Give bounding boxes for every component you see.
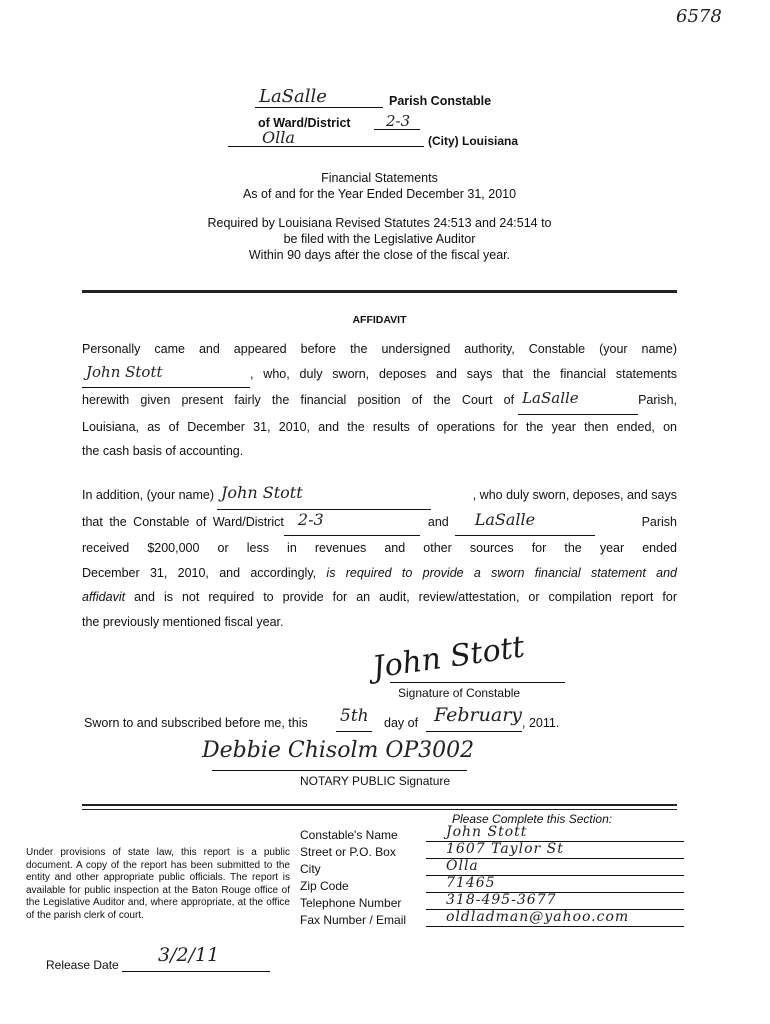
p2-line-4-italic: is required to provide a sworn financial statement and bbox=[326, 565, 677, 580]
city-hw: Olla bbox=[262, 128, 295, 147]
p1-line-4: Louisiana, as of December 31, 2010, and the results of operations for the year then ended, on bbox=[82, 419, 677, 434]
public-notice: Under provisions of state law, this report is a public document. A copy of the report has been submitted to the entity and other appropriate public officials. The report is available for public inspection at the Baton Rouge office of the Legislative Auditor and, where appropriate, at the office of the parish clerk of court. bbox=[26, 847, 290, 921]
p2-line-5-text: and is not required to provide for an audit, review/attestation, or compilation report for bbox=[134, 590, 677, 604]
p1-parish-label: Parish, bbox=[638, 393, 677, 407]
p2-line-5-italic: affidavit bbox=[82, 590, 126, 604]
contact-field-label: City bbox=[300, 862, 321, 876]
affidavit-heading: AFFIDAVIT bbox=[352, 314, 407, 326]
contact-field-label: Zip Code bbox=[300, 879, 349, 893]
header-parish bbox=[255, 86, 535, 110]
p2-line-6: the previously mentioned fiscal year. bbox=[82, 614, 284, 629]
release-date-label: Release Date bbox=[46, 958, 119, 972]
release-date-hw: 3/2/11 bbox=[158, 944, 220, 966]
p2-line-2 bbox=[82, 510, 677, 537]
contact-field-value-hw: Olla bbox=[446, 858, 479, 874]
p2-line-4-text: December 31, 2010, and accordingly, bbox=[82, 565, 317, 580]
constable-signature-label: Signature of Constable bbox=[398, 686, 521, 700]
p1-line-2-text: , who, duly sworn, deposes and says that the financial statements bbox=[250, 366, 677, 381]
notary-signature-line bbox=[212, 770, 467, 771]
release-date bbox=[46, 944, 276, 974]
p2-line-1-text: In addition, (your name) bbox=[82, 488, 215, 502]
p2-and: and bbox=[427, 514, 449, 529]
sworn-year: , 2011. bbox=[522, 716, 560, 730]
title-line-1: Financial Statements bbox=[321, 171, 438, 185]
p1-name-hw: John Stott bbox=[86, 362, 163, 381]
sworn-month-hw: February bbox=[434, 704, 523, 726]
p2-name-hw: John Stott bbox=[221, 483, 303, 502]
header-city bbox=[228, 130, 538, 150]
contact-field-value-hw: 1607 Taylor St bbox=[446, 841, 564, 857]
title-line-5: Within 90 days after the close of the fiscal year. bbox=[248, 248, 511, 262]
title-line-3: Required by Louisiana Revised Statutes 24:513 and 24:514 to bbox=[207, 216, 552, 230]
constable-signature-line bbox=[390, 682, 565, 683]
affidavit-paragraph-1 bbox=[82, 337, 677, 464]
p2-line-1 bbox=[82, 483, 677, 510]
p2-line-3: received $200,000 or less in revenues and other sources for the year ended bbox=[82, 541, 677, 555]
p1-parish-hw: LaSalle bbox=[522, 389, 579, 407]
complete-section-label: Please Complete this Section: bbox=[452, 812, 613, 826]
contact-field-value-hw: oldladman@yahoo.com bbox=[446, 909, 630, 925]
p1-line-5: the cash basis of accounting. bbox=[82, 444, 244, 458]
p2-parish-label: Parish bbox=[641, 514, 677, 529]
contact-field-label: Telephone Number bbox=[300, 896, 402, 910]
contact-row bbox=[300, 841, 690, 861]
contact-field-value-hw: John Stott bbox=[446, 824, 528, 840]
title-line-2: As of and for the Year Ended December 31, 2010 bbox=[242, 187, 517, 201]
sworn-text: Sworn to and subscribed before me, this bbox=[84, 716, 308, 730]
sworn-line bbox=[82, 704, 682, 734]
contact-field-label: Constable's Name bbox=[300, 828, 398, 842]
p2-line-5 bbox=[82, 585, 677, 610]
top-divider bbox=[82, 290, 677, 293]
contact-field-line bbox=[426, 926, 684, 927]
bottom-divider-thin bbox=[82, 809, 677, 810]
city-label: (City) Louisiana bbox=[428, 134, 519, 148]
parish-name-hw: LaSalle bbox=[259, 86, 327, 107]
p2-ward-hw: 2-3 bbox=[297, 509, 324, 529]
constable-signature-hw: John Stott bbox=[370, 629, 527, 686]
notary-signature-hw: Debbie Chisolm OP3002 bbox=[202, 738, 475, 763]
parish-constable-label: Parish Constable bbox=[389, 94, 492, 108]
bottom-divider bbox=[82, 804, 677, 806]
p1-line-3-text: herewith given present fairly the financial position of the Court of bbox=[82, 393, 515, 407]
contact-form bbox=[300, 824, 690, 929]
p2-parish-hw: LaSalle bbox=[474, 509, 536, 529]
p2-line-4 bbox=[82, 561, 677, 586]
title-line-4: be filed with the Legislative Auditor bbox=[283, 232, 476, 246]
p1-line-1: Personally came and appeared before the undersigned authority, Constable (your name) bbox=[82, 342, 677, 356]
contact-row bbox=[300, 909, 690, 929]
ward-label: of Ward/District bbox=[258, 116, 351, 130]
contact-field-value-hw: 71465 bbox=[446, 875, 496, 891]
sworn-day-of: day of bbox=[384, 716, 419, 730]
ward-value-hw: 2-3 bbox=[386, 112, 411, 130]
p1-line-3 bbox=[82, 388, 677, 415]
title-block bbox=[82, 170, 677, 263]
affidavit-paragraph-2 bbox=[82, 483, 677, 634]
contact-field-label: Street or P.O. Box bbox=[300, 845, 396, 859]
notary-signature-label: NOTARY PUBLIC Signature bbox=[300, 774, 451, 788]
p1-line-2 bbox=[82, 362, 677, 389]
p2-line-1-end: , who duly sworn, deposes, and says bbox=[472, 488, 677, 502]
sworn-day-hw: 5th bbox=[340, 706, 369, 726]
p2-line-2-text: that the Constable of Ward/District bbox=[82, 514, 284, 529]
contact-field-label: Fax Number / Email bbox=[300, 913, 407, 927]
document-number: 6578 bbox=[676, 6, 722, 27]
contact-field-value-hw: 318-495-3677 bbox=[446, 892, 557, 908]
